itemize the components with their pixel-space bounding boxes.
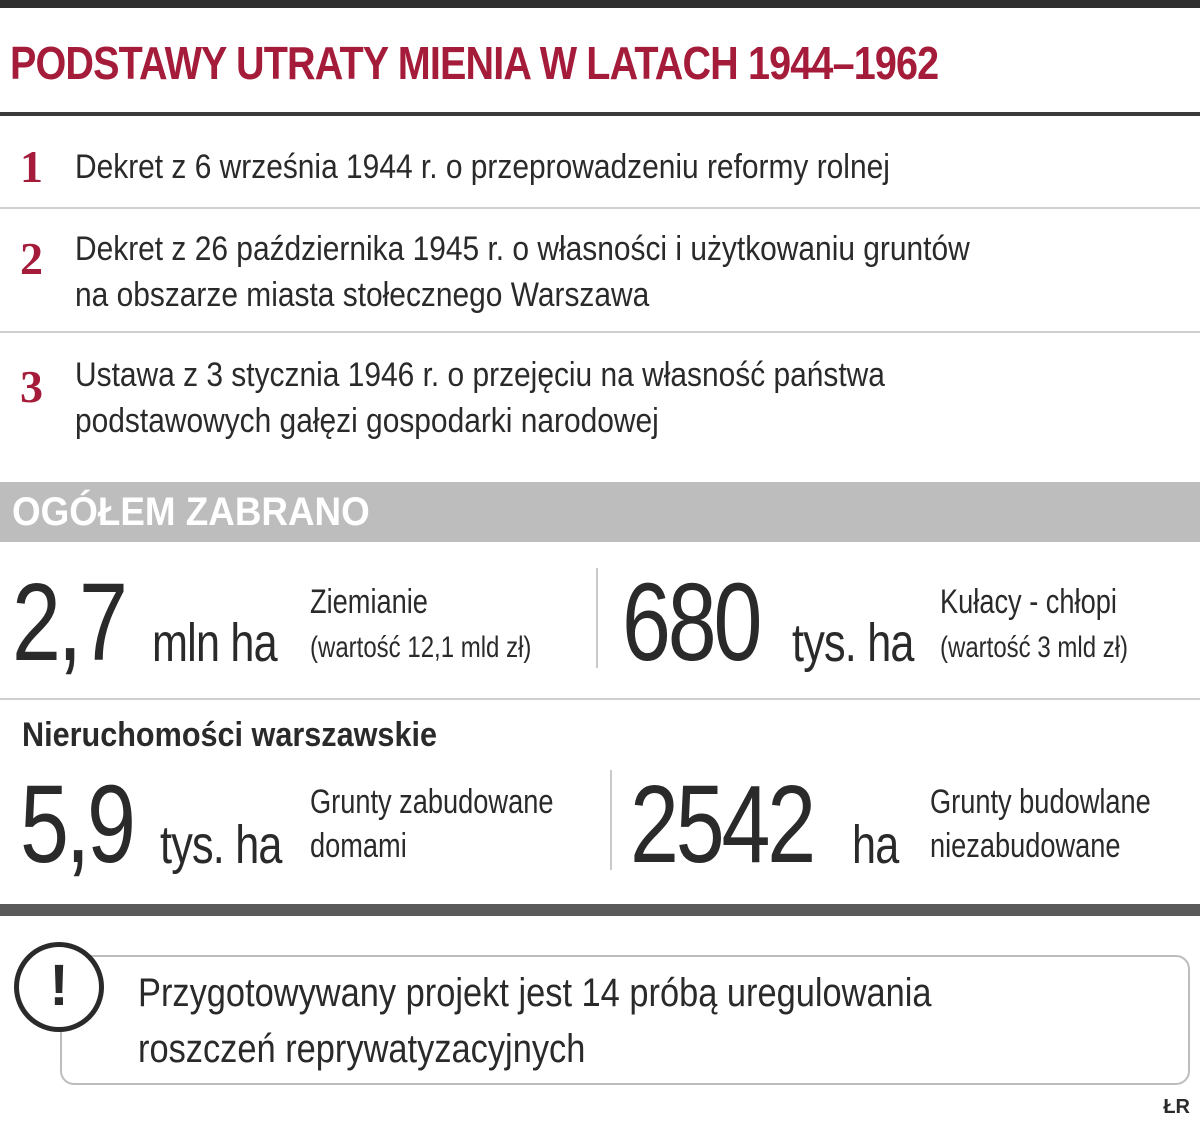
item-number: 1: [20, 141, 43, 192]
page-title: PODSTAWY UTRATY MIENIA W LATACH 1944–1962: [10, 37, 939, 89]
item-text-line: Dekret z 26 października 1945 r. o własności i użytkowaniu gruntów: [75, 230, 970, 268]
item-text-line: Ustawa z 3 stycznia 1946 r. o przejęciu na własność państwa: [75, 356, 885, 394]
item-number: 2: [20, 233, 43, 284]
credit: ŁR: [1163, 1096, 1190, 1118]
item-number: 3: [20, 361, 43, 412]
note-text-line: Przygotowywany projekt jest 14 próbą uregulowania: [138, 971, 932, 1015]
note-text-line: roszczeń reprywatyzacyjnych: [138, 1027, 586, 1071]
item-text-line: na obszarze miasta stołecznego Warszawa: [75, 276, 650, 314]
item-text-line: podstawowych gałęzi gospodarki narodowej: [75, 402, 659, 440]
item-text-line: Dekret z 6 września 1944 r. o przeprowadzeniu reformy rolnej: [75, 148, 890, 186]
section-heading: Nieruchomości warszawskie: [22, 716, 437, 754]
total-band: [0, 482, 1200, 542]
stat-label: domami: [310, 827, 407, 865]
stat-sublabel: (wartość 3 mld zł): [940, 631, 1129, 664]
stat-value: 680: [622, 561, 760, 684]
stat-separator: [610, 770, 612, 870]
stat-unit: ha: [852, 815, 899, 875]
top-border: [0, 0, 1200, 8]
stat-label: Grunty zabudowane: [310, 783, 554, 821]
stat-separator: [596, 568, 598, 668]
stat-value: 2,7: [12, 561, 125, 684]
stat-unit: tys. ha: [792, 613, 914, 673]
stats-divider: [0, 698, 1200, 700]
total-label: OGÓŁEM ZABRANO: [12, 490, 370, 534]
stat-unit: tys. ha: [160, 815, 282, 875]
stat-label: Ziemianie: [310, 583, 428, 621]
stat-value: 5,9: [20, 763, 133, 886]
exclamation-icon: !: [14, 942, 104, 1032]
stat-label: niezabudowane: [930, 827, 1121, 865]
stat-unit: mln ha: [152, 613, 277, 673]
stat-value: 2542: [630, 763, 813, 886]
stat-sublabel: (wartość 12,1 mld zł): [310, 631, 532, 664]
stat-label: Kułacy - chłopi: [940, 583, 1117, 621]
section-divider: [0, 904, 1200, 916]
stat-label: Grunty budowlane: [930, 783, 1151, 821]
